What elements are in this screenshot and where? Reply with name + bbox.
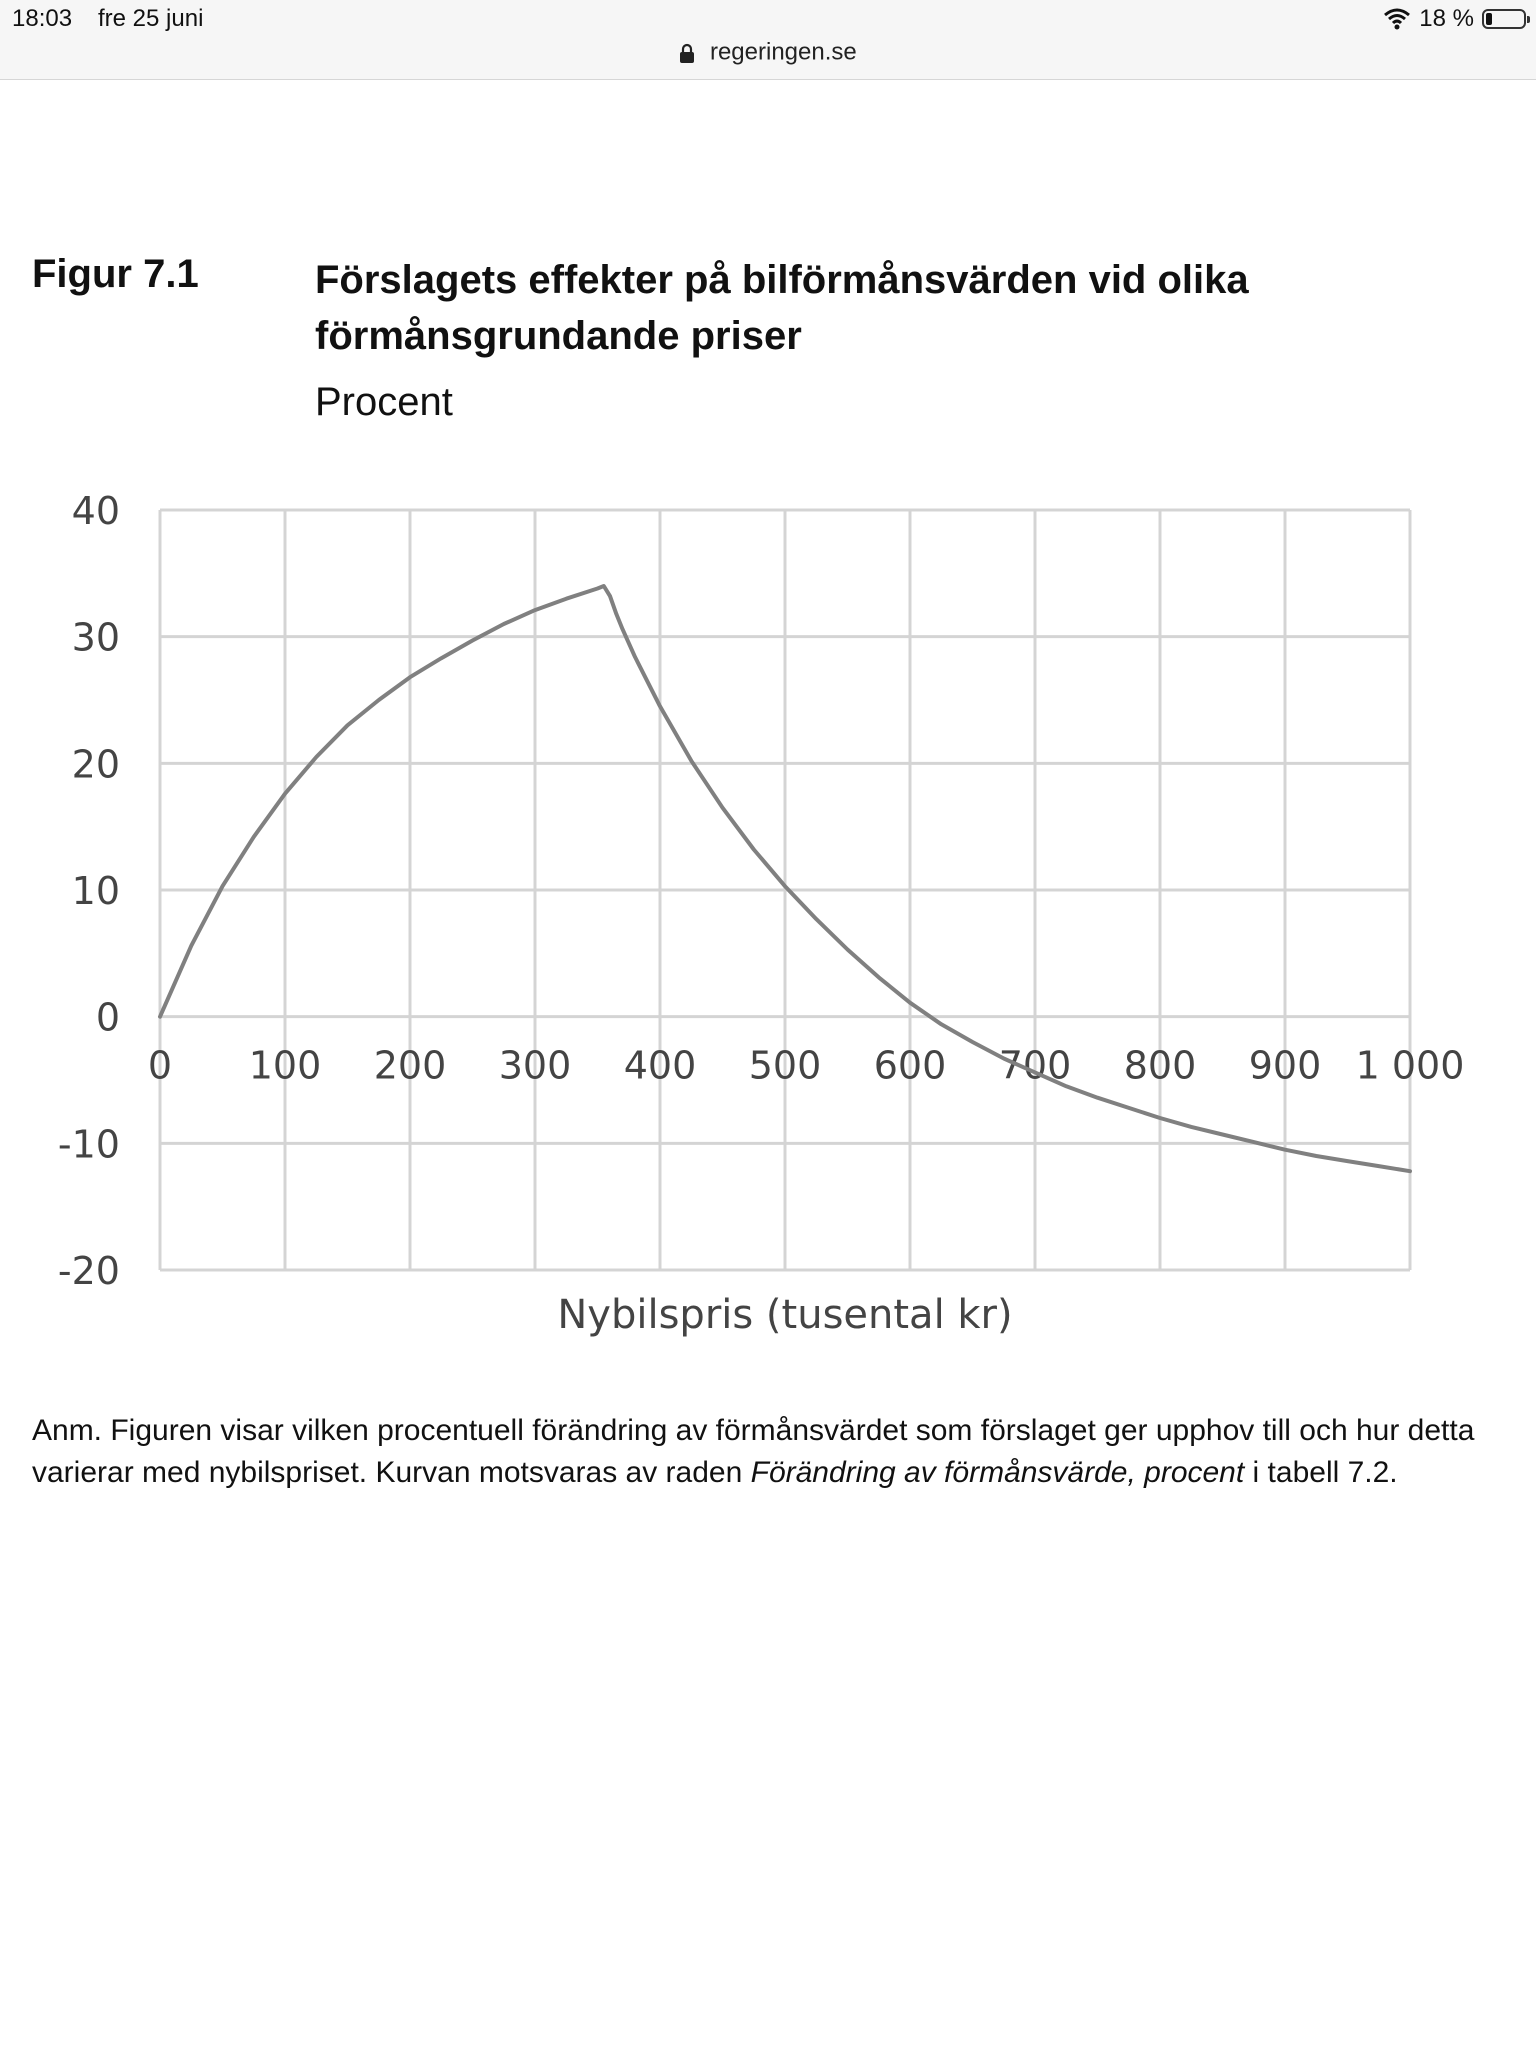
wifi-icon bbox=[1383, 8, 1411, 30]
figure-title: Förslagets effekter på bilförmånsvärden vid olika förmånsgrundande priser bbox=[315, 258, 1249, 358]
x-tick-label: 700 bbox=[998, 1043, 1072, 1088]
x-tick-label: 800 bbox=[1123, 1043, 1197, 1088]
x-tick-label: 100 bbox=[248, 1043, 322, 1088]
note-italic: Förändring av förmånsvärde, procent bbox=[750, 1456, 1245, 1489]
x-axis-label: Nybilspris (tusental kr) bbox=[557, 1292, 1013, 1338]
battery-level bbox=[1486, 13, 1492, 25]
url-bar[interactable] bbox=[0, 38, 1536, 67]
y-tick-label: 0 bbox=[95, 995, 120, 1040]
line-chart bbox=[0, 470, 1536, 1350]
y-tick-labels bbox=[58, 489, 120, 1293]
x-tick-label: 0 bbox=[147, 1043, 173, 1088]
status-right bbox=[1383, 5, 1526, 33]
x-tick-labels bbox=[148, 1044, 1464, 1088]
y-tick-label: 40 bbox=[71, 489, 120, 533]
status-time: 18:03 bbox=[12, 5, 73, 32]
figure-label: Figur 7.1 bbox=[32, 252, 199, 296]
x-tick-label: 1 000 bbox=[1355, 1043, 1465, 1088]
figure-note bbox=[32, 1410, 1512, 1494]
x-tick-label: 600 bbox=[873, 1043, 947, 1088]
y-tick-label: 20 bbox=[71, 742, 120, 787]
status-bar bbox=[0, 0, 1536, 80]
x-tick-label: 200 bbox=[373, 1043, 447, 1088]
lock-icon bbox=[679, 43, 695, 63]
note-text-end: i tabell 7.2. bbox=[1244, 1456, 1398, 1489]
battery-percent: 18 % bbox=[1419, 5, 1474, 32]
chart-grid bbox=[160, 510, 1410, 1270]
note-text: Anm. Figuren visar vilken procentuell förändring av förmånsvärdet som förslaget ger upphov till och hur detta varierar med nybilspriset. Kurvan motsvaras av raden bbox=[32, 1414, 1475, 1489]
x-tick-label: 400 bbox=[623, 1043, 697, 1088]
x-tick-label: 300 bbox=[498, 1043, 572, 1088]
y-tick-label: 30 bbox=[71, 615, 120, 660]
y-tick-label: -10 bbox=[57, 1122, 120, 1167]
figure-unit: Procent bbox=[315, 380, 453, 424]
x-tick-label: 500 bbox=[748, 1043, 822, 1088]
y-tick-label: 10 bbox=[71, 869, 120, 913]
y-tick-label: -20 bbox=[57, 1249, 120, 1293]
url-text: regeringen.se bbox=[709, 38, 857, 66]
battery-icon bbox=[1482, 9, 1526, 29]
x-tick-label: 900 bbox=[1248, 1043, 1322, 1088]
status-date: fre 25 juni bbox=[98, 5, 204, 32]
